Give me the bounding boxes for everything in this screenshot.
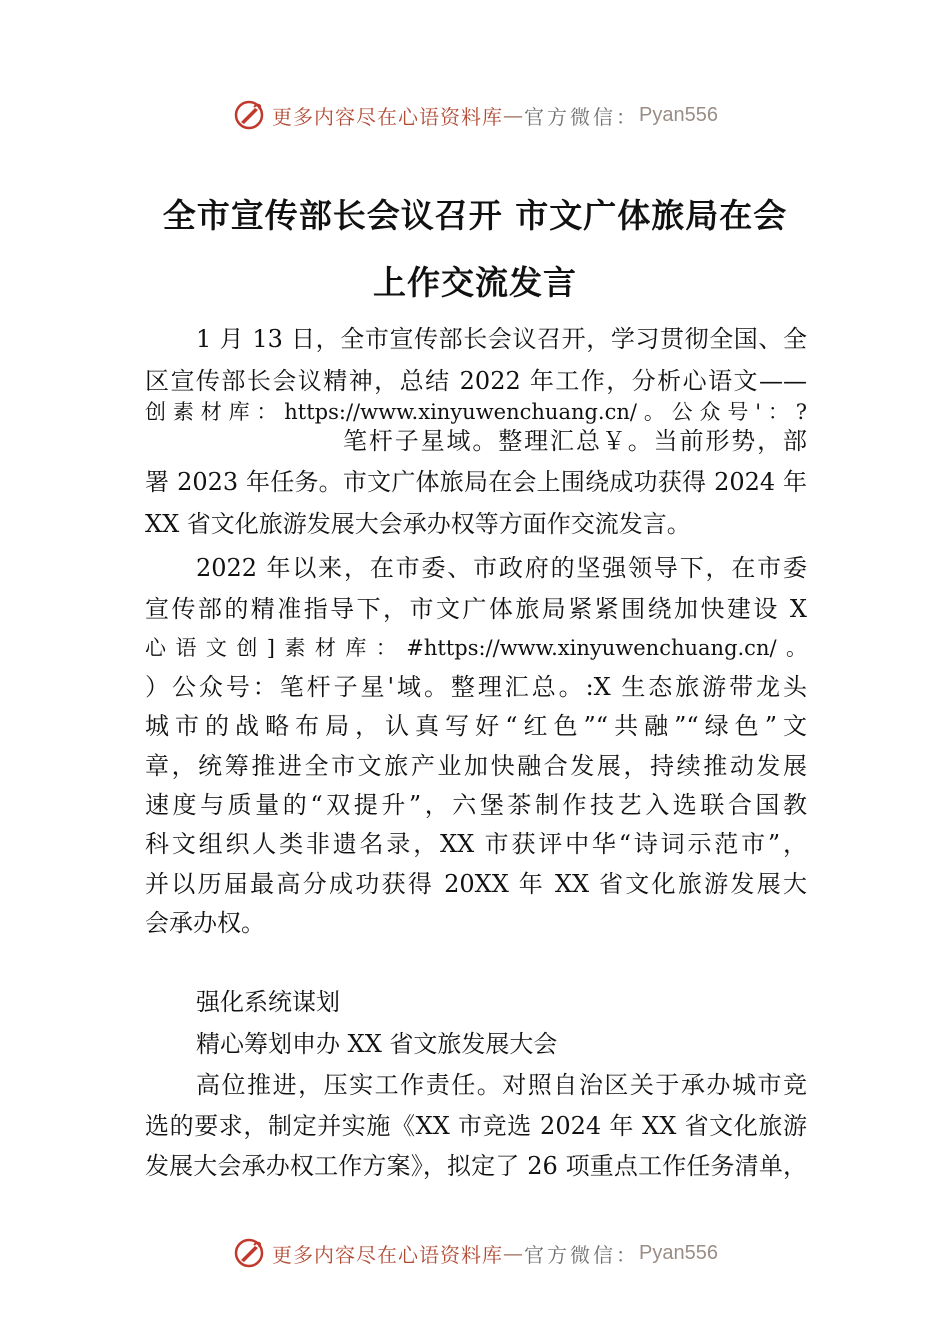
- body-line: 1 月 13 日，全市宣传部长会议召开，学习贯彻全国、全: [196, 325, 807, 353]
- watermark-banner-top: [0, 95, 950, 135]
- body-line: 署 2023 年任务。市文广体旅局在会上围绕成功获得 2024 年: [145, 468, 807, 496]
- section-heading: 强化系统谋划: [196, 988, 340, 1016]
- banner-text: 更多内容尽在心语资料库: [272, 104, 504, 129]
- brush-logo-icon: [232, 98, 266, 132]
- banner-account: Pyan556: [639, 103, 718, 126]
- subsection-heading: 精心筹划申办 XX 省文旅发展大会: [196, 1030, 558, 1058]
- body-line: ）公众号：笔杆子星'域。整理汇总。:X 生态旅游带龙头: [145, 673, 807, 701]
- watermark-banner-bottom: [0, 1233, 950, 1273]
- body-line: 2022 年以来，在市委、市政府的坚强领导下，在市委: [196, 554, 807, 582]
- body-line: 科文组织人类非遗名录，XX 市获评中华“诗词示范市”，: [145, 830, 807, 858]
- body-line: 章，统筹推进全市文旅产业加快融合发展，持续推动发展: [145, 752, 807, 780]
- body-line: 并以历届最高分成功获得 20XX 年 XX 省文化旅游发展大: [145, 870, 807, 898]
- banner-wechat-label: 官方微信：: [524, 1242, 640, 1267]
- document-title-line-2: 上作交流发言: [373, 263, 577, 302]
- banner-dash: —: [503, 1241, 525, 1265]
- body-line: 区宣传部长会议精神，总结 2022 年工作，分析心语文——: [145, 367, 807, 395]
- body-line: 创素材库：https://www.xinyuwenchuang.cn/。公众号'：?: [145, 400, 807, 424]
- banner-wechat-label: 官方微信：: [524, 104, 640, 129]
- body-line: XX 省文化旅游发展大会承办权等方面作交流发言。: [145, 510, 691, 538]
- banner-account: Pyan556: [639, 1241, 718, 1264]
- body-line: 笔杆子星域。整理汇总￥。当前形势，部: [343, 427, 807, 455]
- banner-text: 更多内容尽在心语资料库: [272, 1242, 504, 1267]
- body-line: 会承办权。: [145, 909, 265, 937]
- body-line: 宣传部的精准指导下，市文广体旅局紧紧围绕加快建设 X: [145, 595, 807, 623]
- body-line: 心语文创]素材库：#https://www.xinyuwenchuang.cn/。: [145, 636, 807, 660]
- body-line: 高位推进，压实工作责任。对照自治区关于承办城市竞: [196, 1071, 807, 1099]
- document-title-line-1: 全市宣传部长会议召开 市文广体旅局在会: [162, 196, 788, 235]
- body-line: 速度与质量的“双提升”，六堡茶制作技艺入选联合国教: [145, 791, 807, 819]
- body-line: 发展大会承办权工作方案》，拟定了 26 项重点工作任务清单，: [145, 1152, 807, 1180]
- body-line: 城市的战略布局，认真写好“红色”“共融”“绿色”文: [145, 712, 807, 740]
- brush-logo-icon: [232, 1236, 266, 1270]
- banner-dash: —: [503, 103, 525, 127]
- body-line: 选的要求，制定并实施《XX 市竞选 2024 年 XX 省文化旅游: [145, 1112, 807, 1140]
